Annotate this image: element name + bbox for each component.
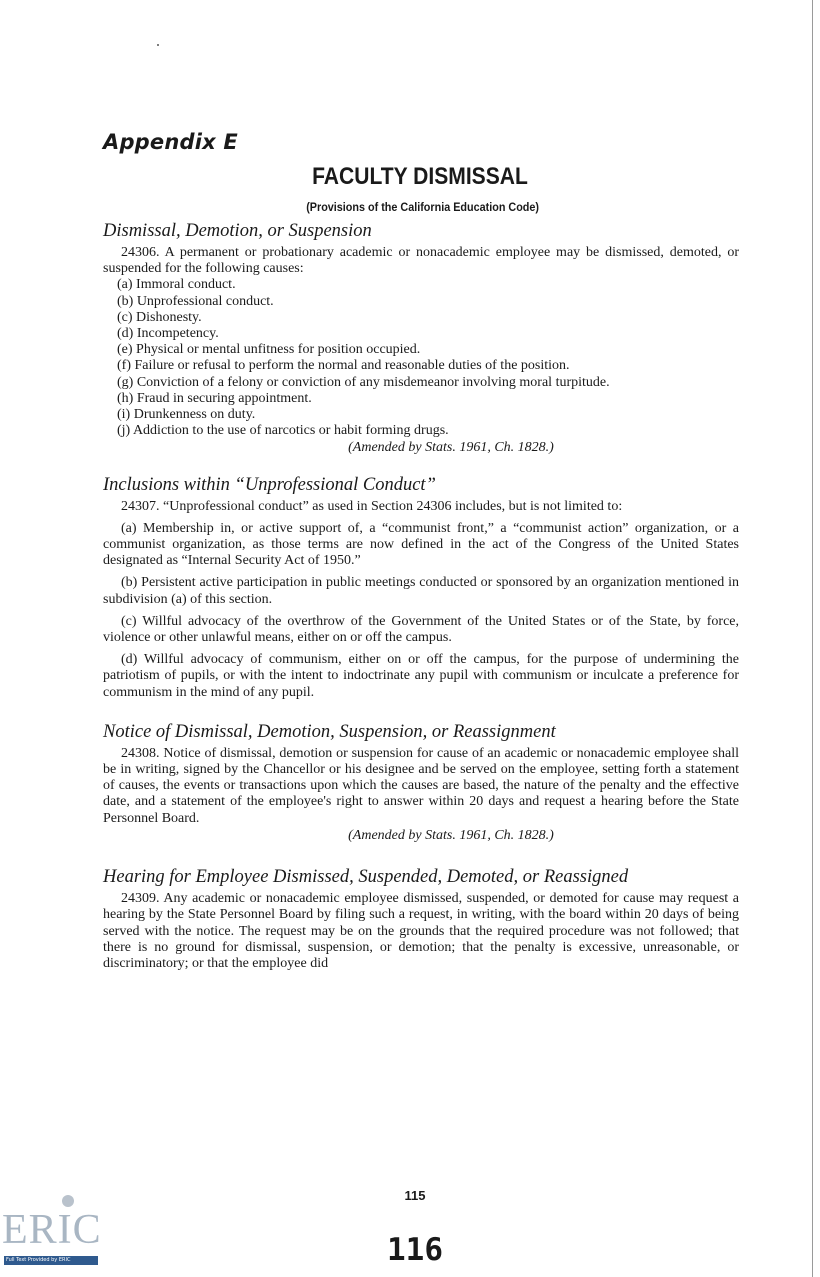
document-body xyxy=(103,220,739,972)
list-item: (b) Unprofessional conduct. xyxy=(117,293,274,309)
list-item: (d) Incompetency. xyxy=(117,326,219,342)
section-intro: 24306. A permanent or probationary academic or nonacademic employee may be dismissed, demoted, or suspended for the following causes: xyxy=(103,245,739,277)
eric-logo xyxy=(2,1192,102,1272)
list-item: (g) Conviction of a felony or conviction of any misdemeanor involving moral turpitude. xyxy=(117,374,610,390)
logo-dot-icon xyxy=(62,1195,74,1207)
section-body: 24308. Notice of dismissal, demotion or suspension for cause of an academic or nonacademic employee shall be in writing, signed by the Chancellor or his designee and be served on the employee, setting forth a statement of causes, the events or transactions upon which the causes are based, the nature of the penalty and the effective date, and a statement of the employee's right to answer within 20 days and request a hearing before the State Personnel Board. xyxy=(103,745,739,826)
logo-tagline: Full Text Provided by ERIC xyxy=(4,1256,98,1265)
page-number: 115 xyxy=(404,1188,426,1203)
page-subtitle: (Provisions of the California Education Code) xyxy=(306,200,540,214)
page-title: FACULTY DISMISSAL xyxy=(312,163,528,190)
amendment-note: (Amended by Stats. 1961, Ch. 1828.) xyxy=(348,440,554,456)
scan-speck xyxy=(157,44,159,46)
section-unprofessional-conduct xyxy=(103,474,739,701)
appendix-label: Appendix E xyxy=(103,130,238,154)
logo-wordmark: ERIC xyxy=(2,1207,102,1253)
subdivision-paragraph: (c) Willful advocacy of the overthrow of the Government of the United States or of the State, by force, violence or other unlawful means, either on or off the campus. xyxy=(103,613,739,646)
section-body: 24309. Any academic or nonacademic employee dismissed, suspended, or demoted for cause may request a hearing by the State Personnel Board by filing such a request, in writing, with the board within 20 days of being served with the notice. The request may be on the grounds that the required procedure was not followed; that there is no ground for dismissal, suspension, or demotion; that the penalty is excessive, unreasonable, or discriminatory; or that the employee did xyxy=(103,891,739,971)
section-intro: 24307. “Unprofessional conduct” as used in Section 24306 includes, but is not limited to: xyxy=(121,498,623,514)
scan-edge-line xyxy=(812,0,813,1277)
list-item: (j) Addiction to the use of narcotics or habit forming drugs. xyxy=(117,423,449,439)
section-heading: Dismissal, Demotion, or Suspension xyxy=(103,221,372,241)
list-item: (f) Failure or refusal to perform the normal and reasonable duties of the position. xyxy=(117,358,570,374)
subdivision-paragraph: (d) Willful advocacy of communism, either on or off the campus, for the purpose of undermining the patriotism of pupils, or with the intent to indoctrinate any pupil with communism or inculcate a preference for communism in the mind of any pupil. xyxy=(103,652,739,700)
subdivision-paragraph: (a) Membership in, or active support of, a “communist front,” a “communist action” organization, or a communist organization, as those terms are now defined in the act of the Congress of the United States designated as “Internal Security Act of 1950.” xyxy=(103,520,739,569)
list-item: (a) Immoral conduct. xyxy=(117,277,236,293)
section-heading: Inclusions within “Unprofessional Conduct” xyxy=(103,474,436,495)
subdivision-paragraph: (b) Persistent active participation in public meetings conducted or sponsored by an organization mentioned in subdivision (a) of this section. xyxy=(103,575,739,607)
list-item: (h) Fraud in securing appointment. xyxy=(117,390,312,406)
list-item: (e) Physical or mental unfitness for position occupied. xyxy=(117,342,421,358)
section-heading: Hearing for Employee Dismissed, Suspended, Demoted, or Reassigned xyxy=(103,867,629,888)
section-heading: Notice of Dismissal, Demotion, Suspension, or Reassignment xyxy=(103,721,556,742)
section-dismissal xyxy=(103,220,739,457)
list-item: (i) Drunkenness on duty. xyxy=(117,407,256,423)
stamp-number: 116 xyxy=(387,1232,443,1268)
amendment-note: (Amended by Stats. 1961, Ch. 1828.) xyxy=(348,827,554,843)
list-item: (c) Dishonesty. xyxy=(117,309,202,325)
section-notice xyxy=(103,721,739,844)
section-hearing xyxy=(103,866,739,972)
